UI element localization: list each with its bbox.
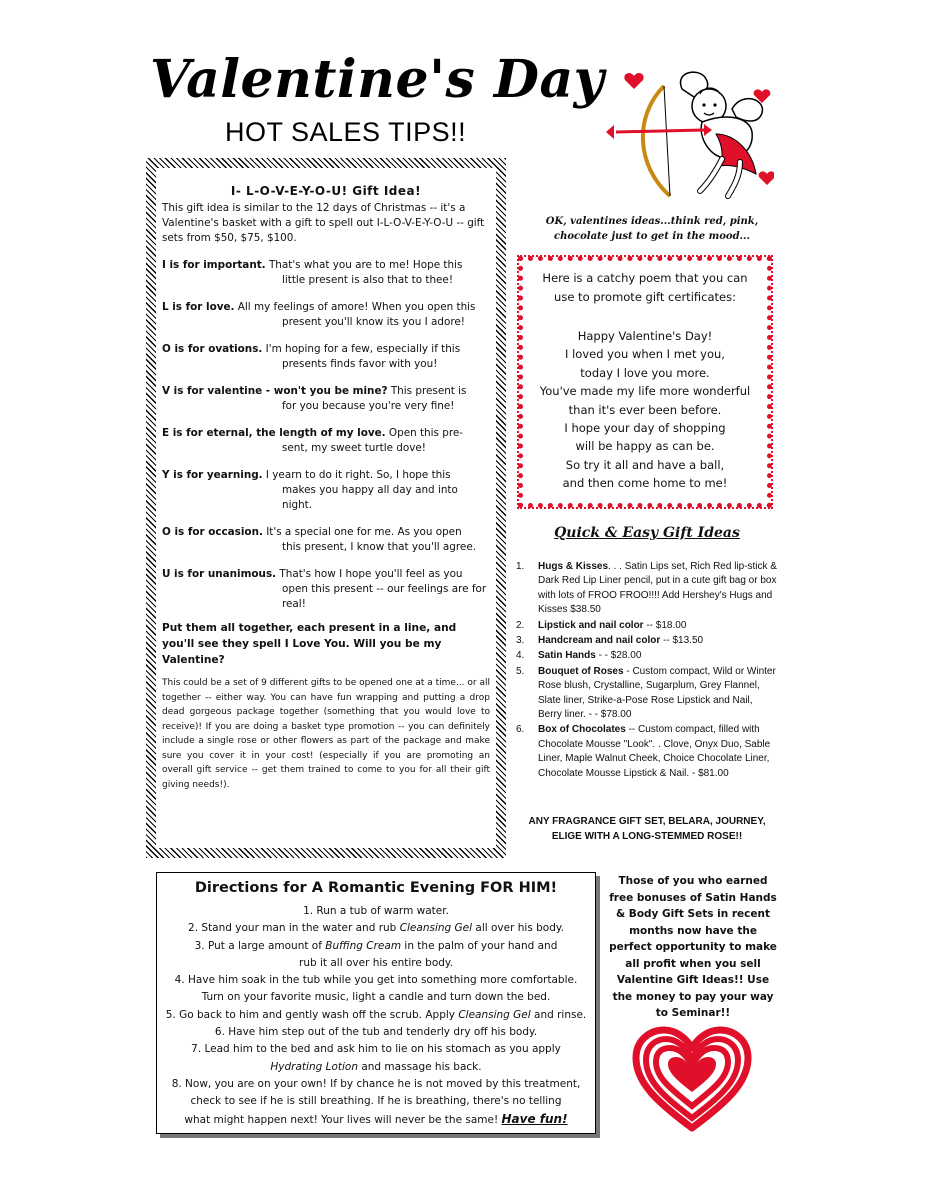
gift-idea-intro: This gift idea is similar to the 12 days of Christmas -- it's a Valentine's basket with a gift to spell out I-L-O-V-E-Y-O-U -- gift sets from $50, $75, $100. xyxy=(162,202,485,244)
gift-idea-heading: I- L-O-V-E-Y-O-U! Gift Idea! xyxy=(230,184,422,198)
list-item xyxy=(516,665,778,723)
romantic-evening-directions-box xyxy=(156,872,596,1134)
letter-cont: sent, my sweet turtle dove! xyxy=(282,442,426,454)
letter-text: I'm hoping for a few, especially if this xyxy=(262,343,461,355)
direction-step-cont: Hydrating Lotion and massage his back. xyxy=(270,1060,482,1073)
letter-text: Open this pre- xyxy=(385,427,464,439)
letter-lead: U is for unanimous. xyxy=(162,568,277,580)
letter-cont: for you because you're very fine! xyxy=(282,400,455,412)
poem-line: I loved you when I met you, xyxy=(565,347,725,362)
letter-item xyxy=(162,384,490,414)
heart-icon xyxy=(624,73,643,89)
poem-line: than it's ever been before. xyxy=(568,402,722,417)
have-fun-text: Have fun! xyxy=(501,1111,568,1126)
gift-idea-notes: This could be a set of 9 different gifts to be opened one at a time... or all together -- either way. You can have fun wrapping and putting a drop dead gorgeous package together (something that you would love to receive)! If you are doing a basket type promotion -- you can definitely include a single rose or other flowers as part of the package and make sure you cover it in your cost! (especially if you are promoting an overall gift service -- get them trained to come to you for all their gift giving needs!). xyxy=(162,678,490,790)
list-number: 3. xyxy=(516,635,525,647)
page-subtitle: HOT SALES TIPS!! xyxy=(225,117,467,147)
satin-hands-bonus-note: Those of you who earned free bonuses of Satin Hands & Body Gift Sets in recent months now have the perfect opportunity to make all profit when you sell Valentine Gift Ideas!! Use the money to pay your way to Seminar!! xyxy=(609,875,777,1019)
poem-line: You've made my life more wonderful xyxy=(539,384,751,399)
direction-step: 3. Put a large amount of Buffing Cream in the palm of your hand and xyxy=(194,939,558,952)
poem-intro: Here is a catchy poem that you can use to promote gift certificates: xyxy=(542,271,748,304)
direction-step-cont: Turn on your favorite music, light a candle and turn down the bed. xyxy=(201,991,551,1004)
direction-step: 2. Stand your man in the water and rub Cleansing Gel all over his body. xyxy=(188,922,564,935)
list-number: 5. xyxy=(516,665,525,677)
item-name: Satin Hands xyxy=(538,650,596,662)
gift-idea-content xyxy=(158,172,494,844)
poem-line: will be happy as can be. xyxy=(575,439,715,454)
list-number: 2. xyxy=(516,619,525,631)
letter-text: All my feelings of amore! When you open this xyxy=(234,301,476,313)
list-item xyxy=(516,560,778,618)
letter-text: That's what you are to me! Hope this xyxy=(265,259,463,271)
letter-lead: O is for ovations. xyxy=(162,343,263,355)
letter-text: This present is xyxy=(387,385,467,397)
item-name: Handcream and nail color xyxy=(538,635,661,647)
list-item xyxy=(516,649,778,663)
list-number: 6. xyxy=(516,724,525,736)
item-name: Bouquet of Roses xyxy=(538,665,624,677)
item-name: Lipstick and nail color xyxy=(538,619,644,631)
letter-item xyxy=(162,525,490,555)
directions-steps xyxy=(163,903,589,1129)
poem-box xyxy=(518,256,772,508)
direction-step: 1. Run a tub of warm water. xyxy=(303,905,449,917)
list-item xyxy=(516,723,778,781)
poem-line: today I love you more. xyxy=(580,365,710,380)
page-title: Valentine's Day xyxy=(150,49,605,110)
letter-text: I yearn to do it right. So, I hope this xyxy=(262,469,451,481)
item-desc: -- $13.50 xyxy=(660,635,704,647)
item-desc: . . . Satin Lips set, Rich Red lip-stick & Dark Red Lip Liner pencil, put in a cute gift bag or box with lots of FROO FROO!!!! Add Hershey's Hugs and Kisses $38.50 xyxy=(538,561,777,616)
list-number: 4. xyxy=(516,650,525,662)
direction-step: 7. Lead him to the bed and ask him to lie on his stomach as you apply xyxy=(191,1043,561,1056)
direction-step-cont: check to see if he is still breathing. If he is breathing, there's no telling xyxy=(190,1095,562,1108)
letter-lead: I is for important. xyxy=(162,259,266,271)
quick-easy-title: Quick & Easy Gift Ideas xyxy=(554,525,740,541)
directions-title: Directions for A Romantic Evening FOR HIM! xyxy=(194,880,558,896)
direction-step: 6. Have him step out of the tub and tenderly dry off his body. xyxy=(214,1026,538,1039)
poem-line: and then come home to me! xyxy=(562,476,728,491)
letter-cont: presents finds favor with you! xyxy=(282,358,438,370)
poem-line: Happy Valentine's Day! xyxy=(577,329,713,343)
direction-step-cont: rub it all over his entire body. xyxy=(299,956,453,969)
heart-icon xyxy=(632,1026,752,1132)
heart-icon xyxy=(759,171,774,185)
item-name: Hugs & Kisses xyxy=(538,561,609,572)
cupid-caption: OK, valentines ideas...think red, pink, chocolate just to get in the mood... xyxy=(545,216,759,242)
letter-item xyxy=(162,567,490,612)
letter-lead: E is for eternal, the length of my love. xyxy=(162,427,386,439)
direction-step: 8. Now, you are on your own! If by chance he is not moved by this treatment, xyxy=(171,1077,581,1090)
item-desc: -- $18.00 xyxy=(643,619,687,631)
letter-item xyxy=(162,426,490,456)
list-number: 1. xyxy=(516,561,525,572)
fragrance-gift-note: ANY FRAGRANCE GIFT SET, BELARA, JOURNEY, ELIGE WITH A LONG-STEMMED ROSE!! xyxy=(528,816,766,842)
letter-lead: V is for valentine - won't you be mine? xyxy=(162,385,388,397)
letter-cont: open this present -- our feelings are for real! xyxy=(282,583,487,610)
letter-lead: Y is for yearning. xyxy=(162,469,263,481)
letter-cont: present you'll know its you I adore! xyxy=(282,316,465,328)
poem-line: I hope your day of shopping xyxy=(564,421,726,436)
direction-step: 5. Go back to him and gently wash off the scrub. Apply Cleansing Gel and rinse. xyxy=(165,1008,587,1021)
list-item xyxy=(516,619,778,633)
letter-item xyxy=(162,300,490,330)
letter-item xyxy=(162,342,490,372)
letter-lead: L is for love. xyxy=(162,301,235,313)
direction-step: 4. Have him soak in the tub while you get into something more comfortable. xyxy=(174,974,578,987)
letter-cont: this present, I know that you'll agree. xyxy=(282,541,477,553)
letter-text: That's how I hope you'll feel as you xyxy=(276,568,463,580)
item-desc: -- Custom compact, filled with Chocolate Mousse "Look". . Clove, Onyx Duo, Sable Liner, Maple Walnut Cheek, Choice Chocolate Liner, Chocolate Mousse Lipstick & Nail. - $81.00 xyxy=(538,724,771,779)
item-desc: - Custom compact, Wild or Winter Rose blush, Crystalline, Sugarplum, Grey Flannel, Slate liner, Strike-a-Pose Rose Lipstick and Nail, Berry liner. - - $78.00 xyxy=(538,665,776,721)
poem-lines xyxy=(527,327,763,493)
letter-item xyxy=(162,258,490,288)
letter-cont: little present is also that to thee! xyxy=(282,274,453,286)
letter-text: It's a special one for me. As you open xyxy=(262,526,462,538)
item-desc: - - $28.00 xyxy=(595,650,642,662)
quick-easy-list xyxy=(516,560,778,782)
poem-line: So try it all and have a ball, xyxy=(565,457,725,472)
list-item xyxy=(516,634,778,648)
cupid-illustration xyxy=(604,64,774,214)
letter-item xyxy=(162,468,490,513)
put-together-text: Put them all together, each present in a line, and you'll see they spell I Love You. Will you be my Valentine? xyxy=(162,622,457,666)
i-love-you-gift-idea-box xyxy=(146,158,506,858)
letter-cont: makes you happy all day and into night. xyxy=(282,484,458,511)
letter-lead: O is for occasion. xyxy=(162,526,263,538)
direction-step-cont: what might happen next! Your lives will never be the same! Have fun! xyxy=(184,1111,568,1126)
item-name: Box of Chocolates xyxy=(538,724,626,736)
